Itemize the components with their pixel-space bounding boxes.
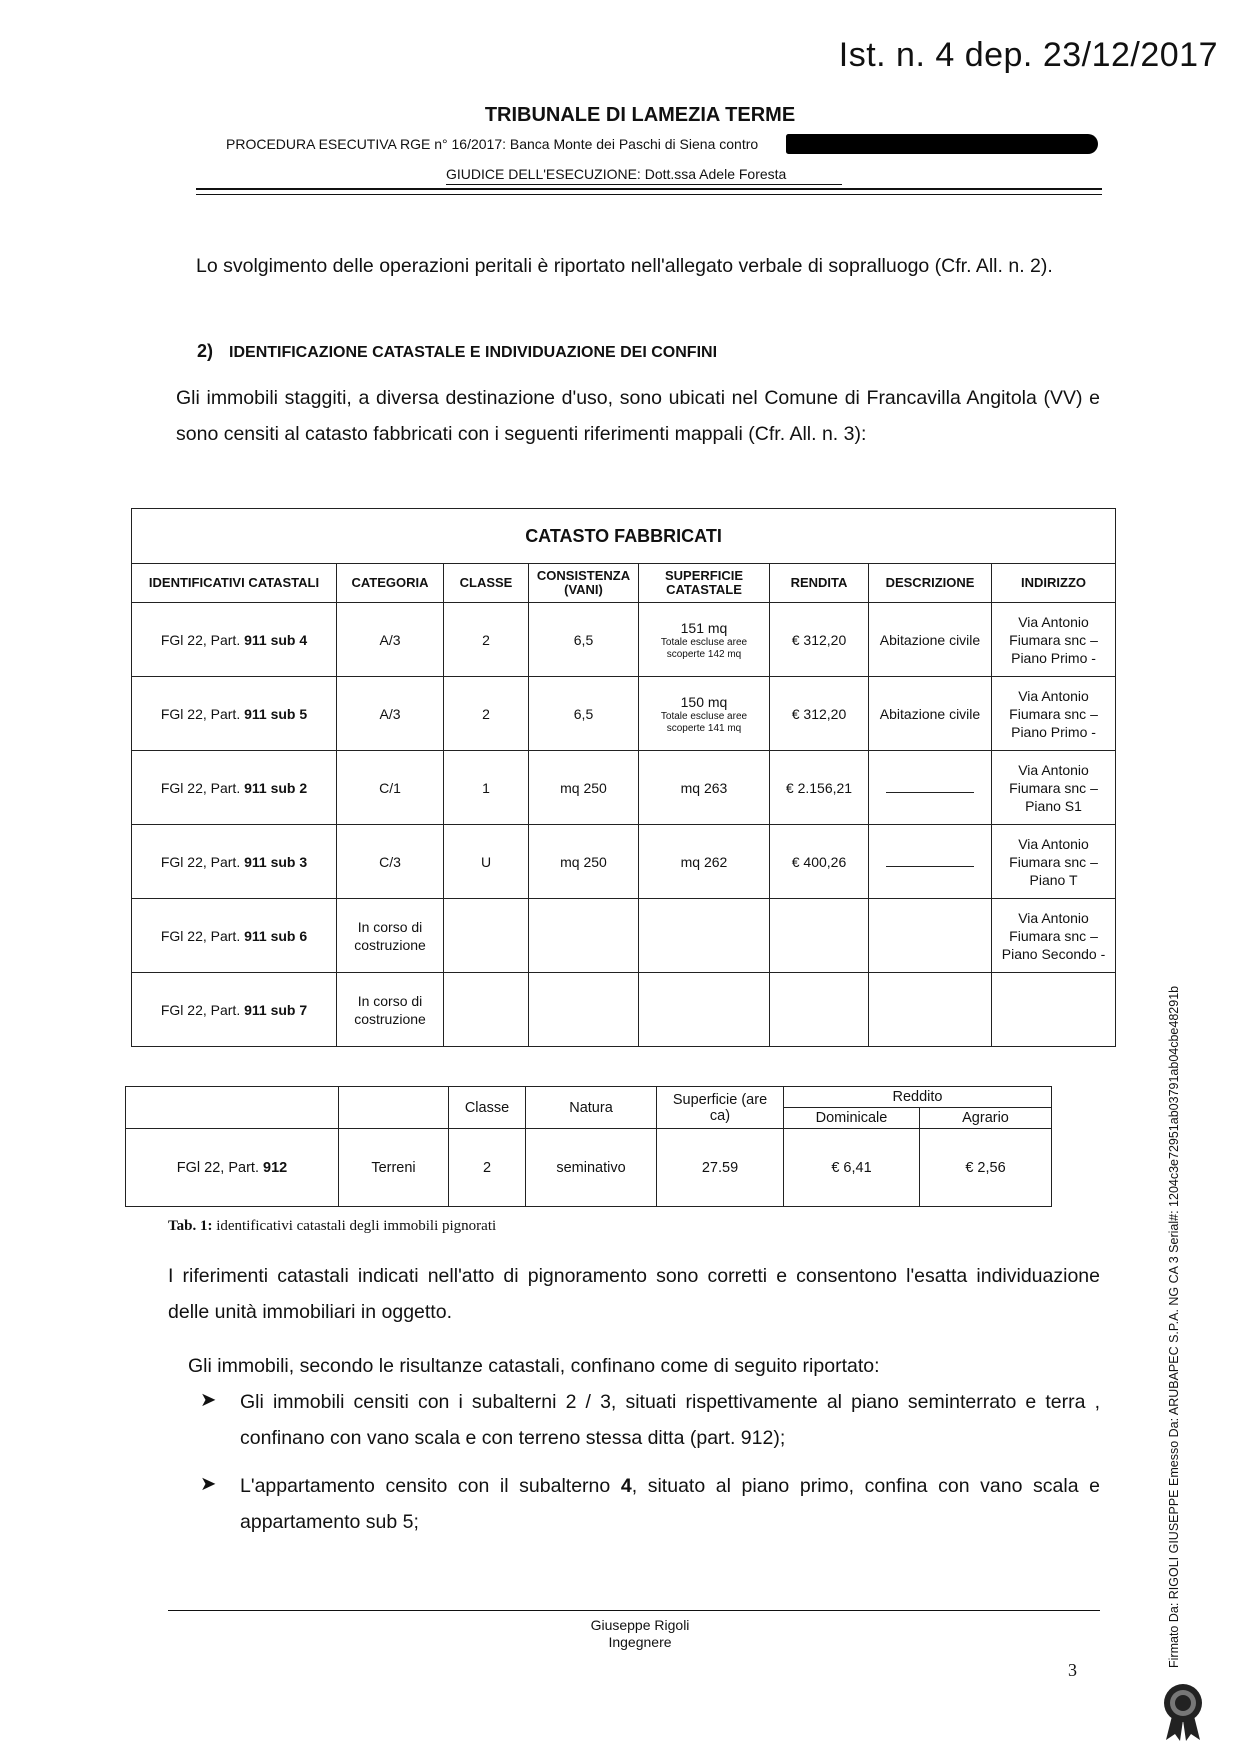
terreni-header-agrario: Agrario — [920, 1108, 1052, 1129]
section-heading — [197, 341, 717, 362]
cell-categoria: In corso di costruzione — [337, 973, 444, 1047]
table-caption — [168, 1218, 496, 1235]
deposit-stamp: Ist. n. 4 dep. 23/12/2017 — [838, 36, 1218, 74]
terreni-header-dominicale: Dominicale — [784, 1108, 920, 1129]
cell-indirizzo: Via Antonio Fiumara snc – Piano Primo - — [992, 677, 1116, 751]
section-paragraph: Gli immobili staggiti, a diversa destinazione d'uso, sono ubicati nel Comune di Francavilla Angitola (VV) e sono censiti al catasto fabbricati con i seguenti riferimenti mappali (Cfr. All. n. 3): — [176, 387, 1100, 445]
footer-name: Giuseppe Rigoli — [590, 1617, 690, 1633]
cell-descrizione — [869, 899, 992, 973]
cell-indirizzo: Via Antonio Fiumara snc – Piano Primo - — [992, 603, 1116, 677]
cell-agrario: € 2,56 — [920, 1129, 1052, 1207]
header-classe: CLASSE — [444, 564, 529, 603]
cell-id: FGl 22, Part. 911 sub 3 — [132, 825, 337, 899]
cell-id: FGl 22, Part. 912 — [126, 1129, 339, 1207]
cell-classe — [444, 899, 529, 973]
catasto-fabbricati-table — [131, 508, 1116, 1047]
cell-superficie — [639, 973, 770, 1047]
judge-underline — [446, 184, 842, 185]
cell-rendita — [770, 899, 869, 973]
header-rendita: RENDITA — [770, 564, 869, 603]
table-row — [132, 751, 1116, 825]
header-superficie: SUPERFICIE CATASTALE — [639, 564, 770, 603]
terreni-table — [125, 1086, 1052, 1207]
cell-categoria: A/3 — [337, 603, 444, 677]
cell-superficie — [639, 899, 770, 973]
fabbricati-title: CATASTO FABBRICATI — [132, 509, 1116, 564]
table-row — [132, 899, 1116, 973]
cell-categoria: A/3 — [337, 677, 444, 751]
cell-superficie: 27.59 — [657, 1129, 784, 1207]
cell-categoria: C/3 — [337, 825, 444, 899]
after-table-paragraph: I riferimenti catastali indicati nell'atto di pignoramento sono corretti e consentono l'esatta individuazione delle unità immobiliari in oggetto. — [168, 1265, 1100, 1323]
cell-indirizzo: Via Antonio Fiumara snc – Piano S1 — [992, 751, 1116, 825]
terreni-header-reddito: Reddito — [784, 1087, 1052, 1108]
confini-intro: Gli immobili, secondo le risultanze catastali, confinano come di seguito riportato: — [188, 1355, 880, 1377]
header-rule-thin — [196, 194, 1102, 195]
page-number: 3 — [1068, 1660, 1077, 1680]
caption-text: identificativi catastali degli immobili pignorati — [216, 1218, 497, 1234]
cell-superficie: 151 mq Totale escluse aree scoperte 142 mq — [639, 603, 770, 677]
procedure-line: PROCEDURA ESECUTIVA RGE n° 16/2017: Banca Monte dei Paschi di Siena contro — [226, 136, 759, 152]
footer-rule — [168, 1610, 1100, 1611]
terreni-header-natura: Natura — [526, 1087, 657, 1129]
cell-classe: 2 — [444, 603, 529, 677]
cell-consistenza: 6,5 — [529, 603, 639, 677]
cell-id: FGl 22, Part. 911 sub 2 — [132, 751, 337, 825]
footer-title: Ingegnere — [608, 1634, 672, 1650]
header-rule-thick — [196, 188, 1102, 190]
cell-categoria: C/1 — [337, 751, 444, 825]
section-title: IDENTIFICAZIONE CATASTALE E INDIVIDUAZIONE DEI CONFINI — [229, 344, 718, 361]
cell-descrizione — [869, 751, 992, 825]
cell-consistenza — [529, 973, 639, 1047]
header-identificativi: IDENTIFICATIVI CATASTALI — [132, 564, 337, 603]
terreni-header-empty — [126, 1087, 339, 1129]
seal-ribbon-icon — [1158, 1682, 1208, 1742]
footer-signature — [0, 1617, 1240, 1651]
header-descrizione: DESCRIZIONE — [869, 564, 992, 603]
cell-classe: 2 — [444, 677, 529, 751]
cell-classe — [444, 973, 529, 1047]
cell-descrizione — [869, 973, 992, 1047]
court-title: TRIBUNALE DI LAMEZIA TERME — [484, 104, 796, 126]
header-categoria: CATEGORIA — [337, 564, 444, 603]
cell-classe: U — [444, 825, 529, 899]
header-indirizzo: INDIRIZZO — [992, 564, 1116, 603]
table-row — [132, 603, 1116, 677]
cell-consistenza: 6,5 — [529, 677, 639, 751]
cell-indirizzo: Via Antonio Fiumara snc – Piano T — [992, 825, 1116, 899]
table-row — [132, 677, 1116, 751]
cell-natura: seminativo — [526, 1129, 657, 1207]
digital-signature-text: Firmato Da: RIGOLI GIUSEPPE Emesso Da: ARUBAPEC S.P.A. NG CA 3 Serial#: 1204c3e72951ab03791ab04cbe48291b — [1167, 985, 1181, 1668]
cell-consistenza: mq 250 — [529, 825, 639, 899]
header-consistenza: CONSISTENZA (VANI) — [529, 564, 639, 603]
cell-consistenza: mq 250 — [529, 751, 639, 825]
cell-rendita: € 2.156,21 — [770, 751, 869, 825]
cell-indirizzo — [992, 973, 1116, 1047]
cell-superficie: 150 mq Totale escluse aree scoperte 141 mq — [639, 677, 770, 751]
terreni-header-empty — [339, 1087, 449, 1129]
cell-id: FGl 22, Part. 911 sub 6 — [132, 899, 337, 973]
cell-indirizzo: Via Antonio Fiumara snc – Piano Secondo - — [992, 899, 1116, 973]
cell-rendita: € 312,20 — [770, 677, 869, 751]
bullet-item: Gli immobili censiti con i subalterni 2 / 3, situati rispettivamente al piano seminterrato e terra , confinano con vano scala e con terreno stessa ditta (part. 912); — [240, 1391, 1100, 1449]
cell-descrizione — [869, 825, 992, 899]
cell-tipo: Terreni — [339, 1129, 449, 1207]
cell-id: FGl 22, Part. 911 sub 7 — [132, 973, 337, 1047]
section-number: 2) — [197, 341, 214, 361]
terreni-header-classe: Classe — [449, 1087, 526, 1129]
cell-categoria: In corso di costruzione — [337, 899, 444, 973]
cell-rendita — [770, 973, 869, 1047]
cell-superficie: mq 263 — [639, 751, 770, 825]
cell-superficie: mq 262 — [639, 825, 770, 899]
table-row — [126, 1129, 1052, 1207]
intro-paragraph: Lo svolgimento delle operazioni peritali è riportato nell'allegato verbale di sopralluogo (Cfr. All. n. 2). — [196, 255, 1053, 277]
caption-label: Tab. 1: — [168, 1218, 213, 1234]
cell-rendita: € 312,20 — [770, 603, 869, 677]
arrow-bullet-icon: ➤ — [200, 1473, 217, 1495]
arrow-bullet-icon: ➤ — [200, 1389, 217, 1411]
bullet-item: L'appartamento censito con il subalterno 4, situato al piano primo, confina con vano scala e appartamento sub 5; — [240, 1475, 1100, 1533]
cell-consistenza — [529, 899, 639, 973]
cell-rendita: € 400,26 — [770, 825, 869, 899]
blank-line — [886, 791, 974, 793]
blank-line — [886, 865, 974, 867]
terreni-header-superficie: Superficie (are ca) — [657, 1087, 784, 1129]
judge-line: GIUDICE DELL'ESECUZIONE: Dott.ssa Adele Foresta — [446, 166, 787, 182]
cell-descrizione: Abitazione civile — [869, 603, 992, 677]
cell-classe: 1 — [444, 751, 529, 825]
cell-classe: 2 — [449, 1129, 526, 1207]
cell-id: FGl 22, Part. 911 sub 4 — [132, 603, 337, 677]
cell-id: FGl 22, Part. 911 sub 5 — [132, 677, 337, 751]
cell-descrizione: Abitazione civile — [869, 677, 992, 751]
table-row — [132, 825, 1116, 899]
cell-dominicale: € 6,41 — [784, 1129, 920, 1207]
redaction-bar — [786, 134, 1098, 154]
table-row — [132, 973, 1116, 1047]
